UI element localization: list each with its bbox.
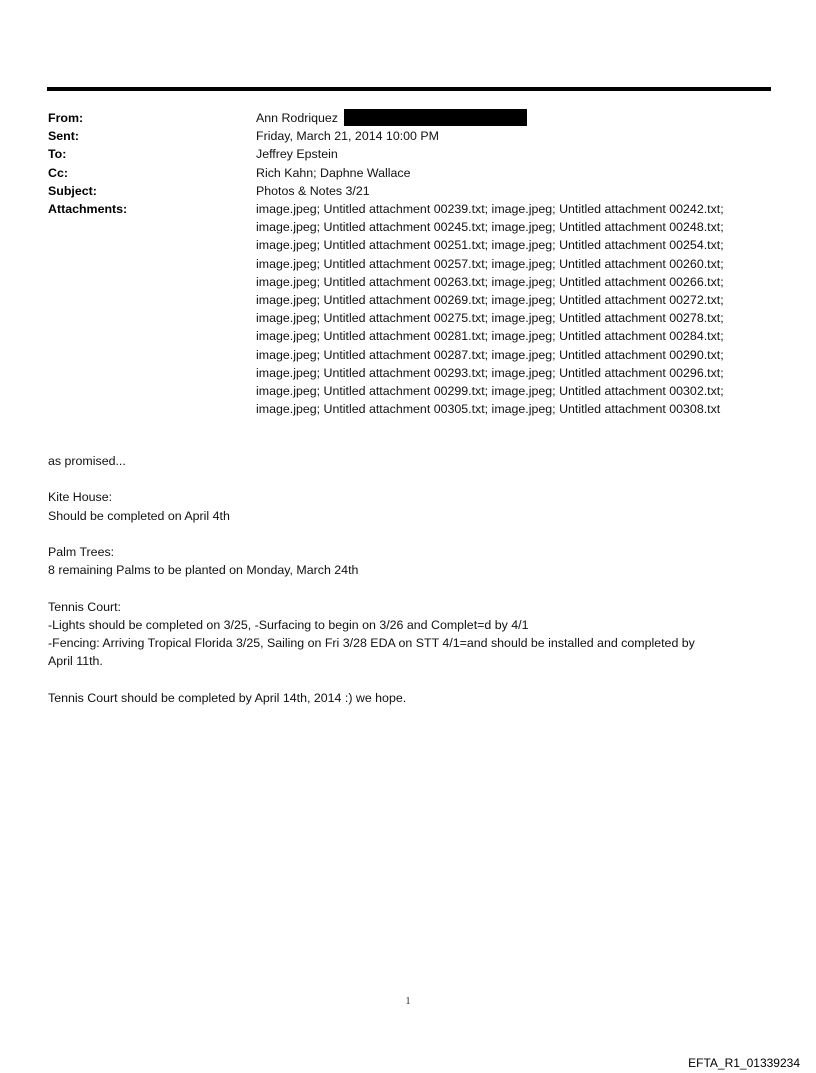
subject-label: Subject:	[48, 183, 97, 198]
to-value: Jeffrey Epstein	[256, 147, 338, 162]
attachment-line: image.jpeg; Untitled attachment 00287.txt; image.jpeg; Untitled attachment 00290.txt;	[256, 347, 724, 362]
tennis-fencing-text: -Fencing: Arriving Tropical Florida 3/25, Sailing on Fri 3/28 EDA on STT 4/1=and should be installed and completed by	[48, 635, 695, 650]
attachments-list	[256, 200, 772, 418]
sent-row	[48, 127, 772, 145]
document-id: EFTA_R1_01339234	[688, 1056, 800, 1070]
subject-row	[48, 182, 772, 200]
redaction-block	[344, 109, 527, 126]
from-value	[256, 109, 772, 127]
attachment-line: image.jpeg; Untitled attachment 00305.txt; image.jpeg; Untitled attachment 00308.txt	[256, 402, 721, 417]
attachment-line: image.jpeg; Untitled attachment 00293.txt; image.jpeg; Untitled attachment 00296.txt;	[256, 365, 724, 380]
attachment-line: image.jpeg; Untitled attachment 00257.txt; image.jpeg; Untitled attachment 00260.txt;	[256, 256, 724, 271]
to-row	[48, 145, 772, 163]
attachments-row	[48, 200, 772, 418]
email-header	[48, 109, 772, 418]
tennis-court-heading: Tennis Court:	[48, 599, 121, 614]
attachments-label: Attachments:	[48, 202, 128, 217]
palm-trees-heading: Palm Trees:	[48, 544, 115, 559]
intro-text: as promised...	[48, 454, 126, 468]
cc-value: Rich Kahn; Daphne Wallace	[256, 165, 411, 180]
intro-paragraph	[48, 452, 772, 470]
closing-text: Tennis Court should be completed by April 14th, 2014 :) we hope.	[48, 690, 407, 705]
cc-label: Cc:	[48, 165, 68, 180]
tennis-lights-text: -Lights should be completed on 3/25, -Surfacing to begin on 3/26 and Complet=d by 4/1	[48, 617, 529, 632]
page-number: 1	[405, 996, 411, 1007]
subject-value: Photos & Notes 3/21	[256, 183, 370, 198]
attachment-line: image.jpeg; Untitled attachment 00275.txt; image.jpeg; Untitled attachment 00278.txt;	[256, 311, 724, 326]
kite-house-section	[48, 488, 772, 524]
closing-paragraph	[48, 689, 772, 707]
sent-label: Sent:	[48, 129, 79, 144]
sent-value: Friday, March 21, 2014 10:00 PM	[256, 129, 439, 144]
kite-house-heading: Kite House:	[48, 490, 113, 505]
attachment-line: image.jpeg; Untitled attachment 00281.txt; image.jpeg; Untitled attachment 00284.txt;	[256, 329, 724, 344]
palm-trees-section	[48, 543, 772, 579]
tennis-court-section	[48, 598, 772, 671]
attachment-line: image.jpeg; Untitled attachment 00239.txt; image.jpeg; Untitled attachment 00242.txt;	[256, 202, 724, 217]
attachment-line: image.jpeg; Untitled attachment 00245.txt; image.jpeg; Untitled attachment 00248.txt;	[256, 220, 724, 235]
header-rule	[47, 87, 771, 91]
attachment-line: image.jpeg; Untitled attachment 00263.txt; image.jpeg; Untitled attachment 00266.txt;	[256, 274, 724, 289]
tennis-fencing-continued: April 11th.	[48, 654, 103, 669]
cc-row	[48, 164, 772, 182]
attachment-line: image.jpeg; Untitled attachment 00299.txt; image.jpeg; Untitled attachment 00302.txt;	[256, 384, 724, 399]
palm-trees-text: 8 remaining Palms to be planted on Monday, March 24th	[48, 563, 359, 578]
from-label: From:	[48, 111, 84, 125]
from-row	[48, 109, 772, 127]
kite-house-text: Should be completed on April 4th	[48, 508, 230, 523]
attachment-line: image.jpeg; Untitled attachment 00251.txt; image.jpeg; Untitled attachment 00254.txt;	[256, 238, 724, 253]
from-name: Ann Rodriquez	[256, 111, 338, 125]
email-body	[48, 452, 772, 725]
attachment-line: image.jpeg; Untitled attachment 00269.txt; image.jpeg; Untitled attachment 00272.txt;	[256, 293, 724, 308]
to-label: To:	[48, 147, 67, 162]
